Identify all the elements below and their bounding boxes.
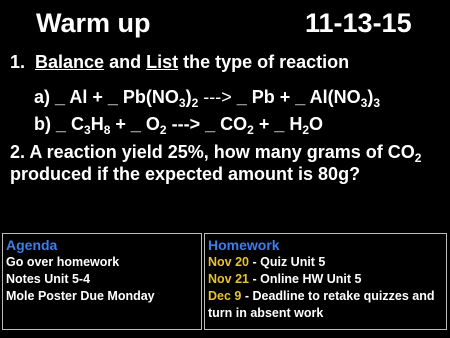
eq-a-arrow: --->: [198, 87, 237, 107]
agenda-item: Notes Unit 5-4: [6, 272, 91, 286]
eq-b-sub: 2: [302, 123, 310, 137]
agenda-item: Go over homework: [6, 255, 120, 269]
eq-b-sub: 3: [84, 123, 91, 137]
eq-a-sub: 3: [178, 96, 186, 110]
eq-a-part: ): [185, 87, 192, 107]
question-1: [10, 52, 349, 73]
homework-item: [208, 288, 443, 322]
homework-date: Nov 20: [208, 255, 249, 269]
homework-text: - Deadline to retake quizzes and turn in absent work: [208, 289, 435, 320]
eq-a-sub: 3: [373, 96, 380, 110]
eq-b-part: + _ H: [253, 114, 303, 134]
and-word: and: [104, 52, 147, 72]
question-2-text: produced if the expected amount is 80g?: [10, 164, 361, 184]
eq-a-part: ): [367, 87, 374, 107]
homework-text: - Online HW Unit 5: [249, 272, 362, 286]
homework-item: [208, 254, 443, 271]
homework-item: [208, 271, 443, 288]
question-1-number: 1.: [10, 52, 26, 72]
eq-b-part: + _ O: [110, 114, 160, 134]
homework-date: Dec 9: [208, 289, 242, 303]
eq-a-sub: 3: [360, 96, 368, 110]
homework-text: - Quiz Unit 5: [249, 255, 326, 269]
eq-b-part: H: [90, 114, 104, 134]
eq-a-sub: 2: [191, 96, 199, 110]
equation-a: [34, 87, 380, 108]
homework-date: Nov 21: [208, 272, 249, 286]
list-word: List: [146, 52, 179, 72]
question-2-sub: 2: [414, 151, 422, 165]
homework-heading: Homework: [208, 237, 280, 253]
title-warm-up: Warm up: [36, 8, 151, 38]
agenda-heading: Agenda: [6, 237, 58, 253]
question-2-text: 2. A reaction yield 25%, how many grams of CO: [10, 142, 415, 162]
slide-title: [0, 8, 450, 42]
agenda-item: Mole Poster Due Monday: [6, 289, 155, 303]
title-date: 11-13-15: [305, 8, 412, 38]
eq-b-sub: 2: [159, 123, 167, 137]
equation-b: [34, 114, 323, 135]
eq-b-part: O: [309, 114, 324, 134]
balance-word: Balance: [35, 52, 105, 72]
homework-box: [204, 233, 447, 330]
eq-b-sub: 8: [103, 123, 111, 137]
eq-b-part: b) _ C: [34, 114, 85, 134]
question-1-rest: the type of reaction: [178, 52, 350, 72]
eq-b-part: ---> _ CO: [166, 114, 248, 134]
eq-a-part: a) _ Al + _ Pb(NO: [34, 87, 179, 107]
eq-a-part: _ Pb + _ Al(NO: [236, 87, 361, 107]
eq-b-sub: 2: [247, 123, 254, 137]
question-2: [10, 141, 440, 185]
agenda-box: [2, 233, 202, 330]
